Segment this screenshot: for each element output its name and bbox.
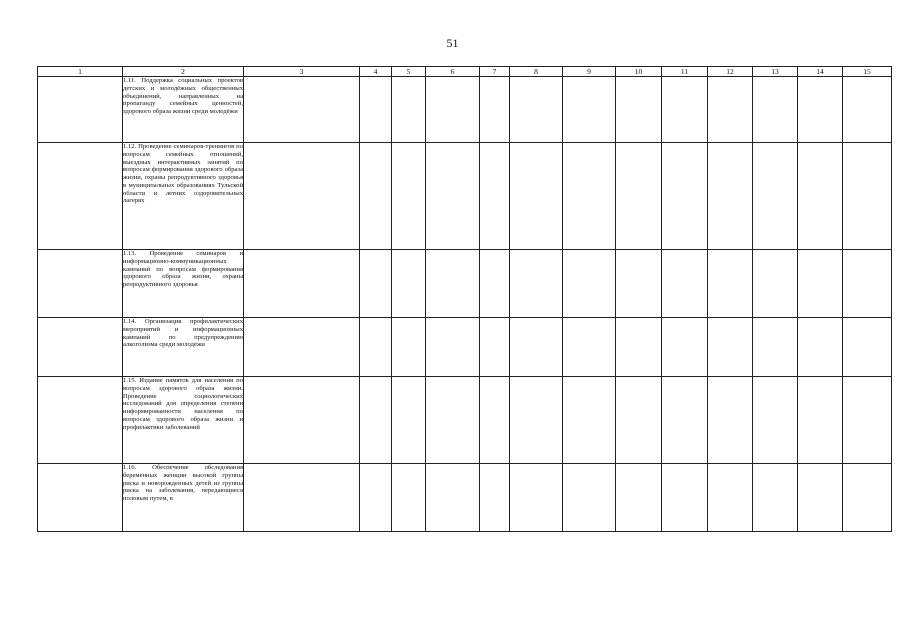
table-row [38, 250, 892, 318]
activity-description: 1.13. Проведение семинаров и информационно-коммуникационных кампаний по вопросам формирования здорового образа жизни, охраны репродуктивного здоровья [123, 250, 243, 288]
table-cell [708, 250, 753, 318]
table-row [38, 318, 892, 377]
table-cell [753, 250, 798, 318]
table-row [38, 377, 892, 464]
activity-description: 1.16. Обеспечение обследования беременных женщин высокой группы риска и новорожденных детей из группы риска на заболевания, передающиеся половым путем, в [123, 464, 243, 502]
table-cell [563, 318, 616, 377]
column-header-6: 6 [426, 67, 480, 77]
column-header-8: 8 [510, 67, 563, 77]
activity-description-cell [123, 250, 244, 318]
column-header-14: 14 [798, 67, 843, 77]
table-cell [662, 318, 708, 377]
table-cell [798, 77, 843, 143]
table-cell [616, 318, 662, 377]
table-cell [753, 77, 798, 143]
table-row [38, 77, 892, 143]
table-cell [38, 77, 123, 143]
table-cell [480, 77, 510, 143]
table-cell [244, 77, 360, 143]
table-cell [662, 77, 708, 143]
column-header-15: 15 [843, 67, 892, 77]
column-header-4: 4 [360, 67, 392, 77]
table-cell [244, 143, 360, 250]
table-cell [798, 143, 843, 250]
table-cell [616, 377, 662, 464]
table-cell [753, 464, 798, 532]
activity-description-cell [123, 464, 244, 532]
table-cell [798, 377, 843, 464]
column-header-10: 10 [616, 67, 662, 77]
table-cell [563, 250, 616, 318]
table-cell [392, 250, 426, 318]
table-row [38, 464, 892, 532]
table-cell [843, 77, 892, 143]
table-cell [392, 464, 426, 532]
table-cell [360, 77, 392, 143]
table-cell [798, 464, 843, 532]
table-cell [563, 77, 616, 143]
column-header-1: 1 [38, 67, 123, 77]
table-cell [392, 318, 426, 377]
table-cell [843, 143, 892, 250]
table-cell [510, 318, 563, 377]
column-header-7: 7 [480, 67, 510, 77]
table-cell [510, 143, 563, 250]
activity-description: 1.11. Поддержка социальных проектов детских и молодёжных общественных объединений, направленных на пропаганду семейных ценностей, здорового образа жизни среди молодёжи [123, 77, 243, 115]
table-cell [244, 377, 360, 464]
column-header-12: 12 [708, 67, 753, 77]
table-cell [426, 250, 480, 318]
column-header-13: 13 [753, 67, 798, 77]
table-cell [616, 143, 662, 250]
table-cell [480, 318, 510, 377]
table-cell [708, 77, 753, 143]
activity-description: 1.12. Проведение семинаров-тренингов по вопросам семейных отношений, выездных интерактивных занятий по вопросам формирования здорового образа жизни, охраны репродуктивного здоровья в муниципальных образованиях Тульской области и летних оздоровительных лагерях [123, 143, 243, 205]
table-cell [843, 318, 892, 377]
table-cell [480, 250, 510, 318]
activity-description: 1.14. Организация профилактических мероприятий и информационных кампаний по предупреждению алкоголизма среди молодёжи [123, 318, 243, 349]
column-header-2: 2 [123, 67, 244, 77]
table-cell [360, 377, 392, 464]
table-cell [426, 318, 480, 377]
activity-description-cell [123, 318, 244, 377]
table-cell [244, 250, 360, 318]
table-cell [38, 377, 123, 464]
table-cell [662, 250, 708, 318]
table-cell [510, 377, 563, 464]
table-cell [662, 143, 708, 250]
table-cell [360, 143, 392, 250]
page-number: 51 [446, 36, 459, 50]
table-cell [563, 377, 616, 464]
table-cell [360, 318, 392, 377]
activity-description-cell [123, 77, 244, 143]
table-cell [843, 250, 892, 318]
table-cell [480, 464, 510, 532]
table-cell [708, 464, 753, 532]
table-cell [753, 318, 798, 377]
table-cell [426, 143, 480, 250]
table-cell [510, 77, 563, 143]
table-cell [480, 143, 510, 250]
table-cell [38, 143, 123, 250]
table-cell [563, 464, 616, 532]
table-cell [426, 77, 480, 143]
table-cell [510, 464, 563, 532]
table-cell [753, 377, 798, 464]
table-cell [480, 377, 510, 464]
table-cell [616, 250, 662, 318]
table-cell [38, 318, 123, 377]
table-cell [843, 464, 892, 532]
data-table [37, 66, 892, 532]
column-header-3: 3 [244, 67, 360, 77]
table-cell [616, 77, 662, 143]
table-cell [360, 464, 392, 532]
table-cell [662, 377, 708, 464]
table-cell [426, 464, 480, 532]
table-cell [360, 250, 392, 318]
table-cell [753, 143, 798, 250]
activity-description: 1.15. Издание памяток для населения по вопросам здорового образа жизни. Проведение социологических исследований для определения степени информированности населения по вопросам здорового образа жизни и профилактики заболеваний [123, 377, 243, 431]
table-cell [244, 318, 360, 377]
activity-description-cell [123, 377, 244, 464]
table-cell [798, 318, 843, 377]
table-cell [38, 464, 123, 532]
activity-description-cell [123, 143, 244, 250]
table-cell [798, 250, 843, 318]
table-cell [392, 143, 426, 250]
table-cell [708, 377, 753, 464]
table-cell [662, 464, 708, 532]
table-cell [708, 318, 753, 377]
table-cell [616, 464, 662, 532]
column-header-11: 11 [662, 67, 708, 77]
column-header-5: 5 [392, 67, 426, 77]
table-cell [510, 250, 563, 318]
table-cell [708, 143, 753, 250]
table-cell [38, 250, 123, 318]
table-body [38, 77, 892, 532]
table-cell [392, 77, 426, 143]
table-cell [392, 377, 426, 464]
column-header-9: 9 [563, 67, 616, 77]
table-cell [563, 143, 616, 250]
table-cell [426, 377, 480, 464]
table-cell [843, 377, 892, 464]
table-cell [244, 464, 360, 532]
table-row [38, 143, 892, 250]
header-row [38, 67, 892, 77]
